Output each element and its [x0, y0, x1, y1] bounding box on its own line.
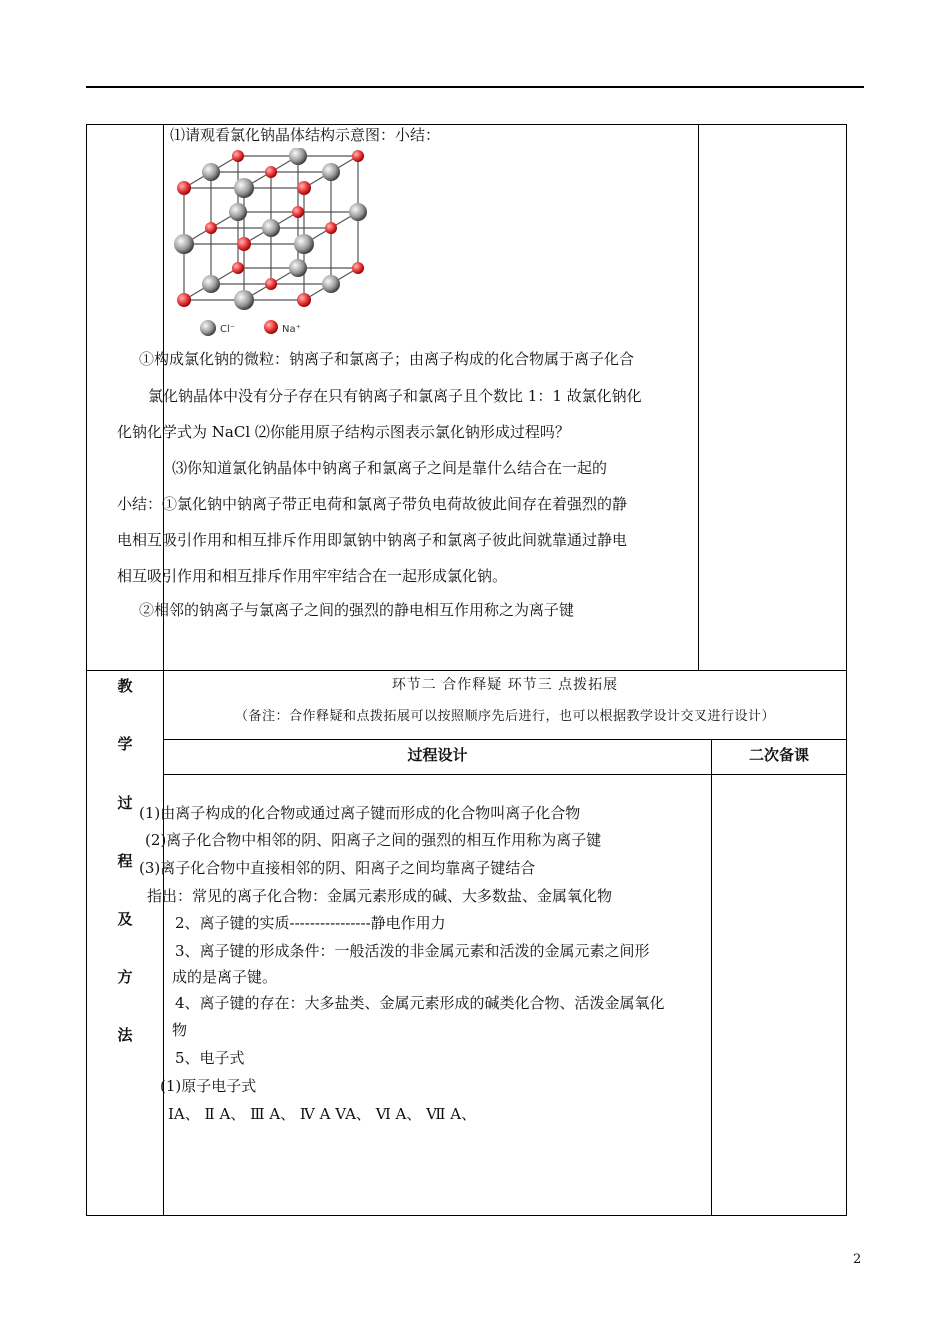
lower-line-3: (3)离子化合物中直接相邻的阴、阳离子之间均靠离子键结合: [139, 859, 536, 877]
side-label-char-5: 及: [117, 910, 133, 928]
section-title: 环节二 合作释疑 环节三 点拨拓展: [391, 677, 619, 693]
upper-line-1: ①构成氯化钠的微粒：钠离子和氯离子；由离子构成的化合物属于离子化合: [139, 350, 635, 368]
legend-na-label: Na⁺: [282, 324, 301, 335]
page-number: 2: [853, 1252, 862, 1267]
legend-cl-label: Cl⁻: [220, 324, 236, 335]
header-row-bottom: [163, 774, 847, 775]
side-label-char-1: 教: [117, 677, 133, 695]
lower-line-11: (1)原子电子式: [160, 1077, 257, 1095]
upper-line-7: 相互吸引作用和相互排斥作用牢牢结合在一起形成氯化钠。: [117, 567, 508, 585]
lower-line-5: 2、离子键的实质----------------静电作用力: [175, 914, 446, 932]
crystal-caption: ⑴请观看氯化钠晶体结构示意图：小结：: [170, 126, 441, 144]
upper-line-3: 化钠化学式为 NaCl ⑵你能用原子结构示图表示氯化钠形成过程吗？: [117, 423, 570, 441]
upper-line-2: 氯化钠晶体中没有分子存在只有钠离子和氯离子且个数比 1：1 故氯化钠化: [148, 387, 642, 405]
lower-line-9: 物: [172, 1021, 188, 1039]
side-label-char-3: 过: [117, 794, 133, 812]
lower-line-1: (1)由离子构成的化合物或通过离子键而形成的化合物叫离子化合物: [139, 804, 581, 822]
header-row-top: [163, 739, 847, 740]
column-header-second-prep: 二次备课: [748, 746, 809, 764]
side-label-char-2: 学: [117, 735, 133, 753]
lower-line-7: 成的是离子键。: [172, 968, 278, 986]
lower-line-12: IA、 Ⅱ A、 Ⅲ A、 Ⅳ A VA、 Ⅵ A、 Ⅶ A、: [168, 1105, 477, 1123]
upper-line-4: ⑶你知道氯化钠晶体中钠离子和氯离子之间是靠什么结合在一起的: [172, 459, 608, 477]
upper-line-5: 小结：①氯化钠中钠离子带正电荷和氯离子带负电荷故彼此间存在着强烈的静: [117, 495, 628, 513]
side-label-char-6: 方: [117, 968, 133, 986]
side-label-char-4: 程: [117, 852, 133, 870]
upper-right-divider: [698, 124, 699, 671]
nacl-crystal-diagram: [166, 148, 386, 340]
header-rule: [86, 86, 864, 88]
lower-line-2: (2)离子化合物中相邻的阴、阳离子之间的强烈的相互作用称为离子键: [145, 831, 602, 849]
upper-line-8: ②相邻的钠离子与氯离子之间的强烈的静电相互作用称之为离子键: [139, 601, 575, 619]
table-bottom-border: [86, 1215, 847, 1216]
lower-right-divider: [711, 739, 712, 1216]
section-note: （备注：合作释疑和点拨拓展可以按照顺序先后进行，也可以根据教学设计交叉进行设计）: [234, 709, 775, 724]
lower-line-4: 指出：常见的离子化合物：金属元素形成的碱、大多数盐、金属氧化物: [147, 887, 613, 905]
lower-line-8: 4、离子键的存在：大多盐类、金属元素形成的碱类化合物、活泼金属氧化: [175, 994, 665, 1012]
side-label-char-7: 法: [117, 1026, 133, 1044]
lower-line-10: 5、电子式: [175, 1049, 245, 1067]
row-divider: [86, 670, 847, 671]
column-header-process: 过程设计: [407, 746, 468, 764]
upper-line-6: 电相互吸引作用和相互排斥作用即氯钠中钠离子和氯离子彼此间就靠通过静电: [117, 531, 628, 549]
lower-line-6: 3、离子键的形成条件：一般活泼的非金属元素和活泼的金属元素之间形: [175, 942, 650, 960]
